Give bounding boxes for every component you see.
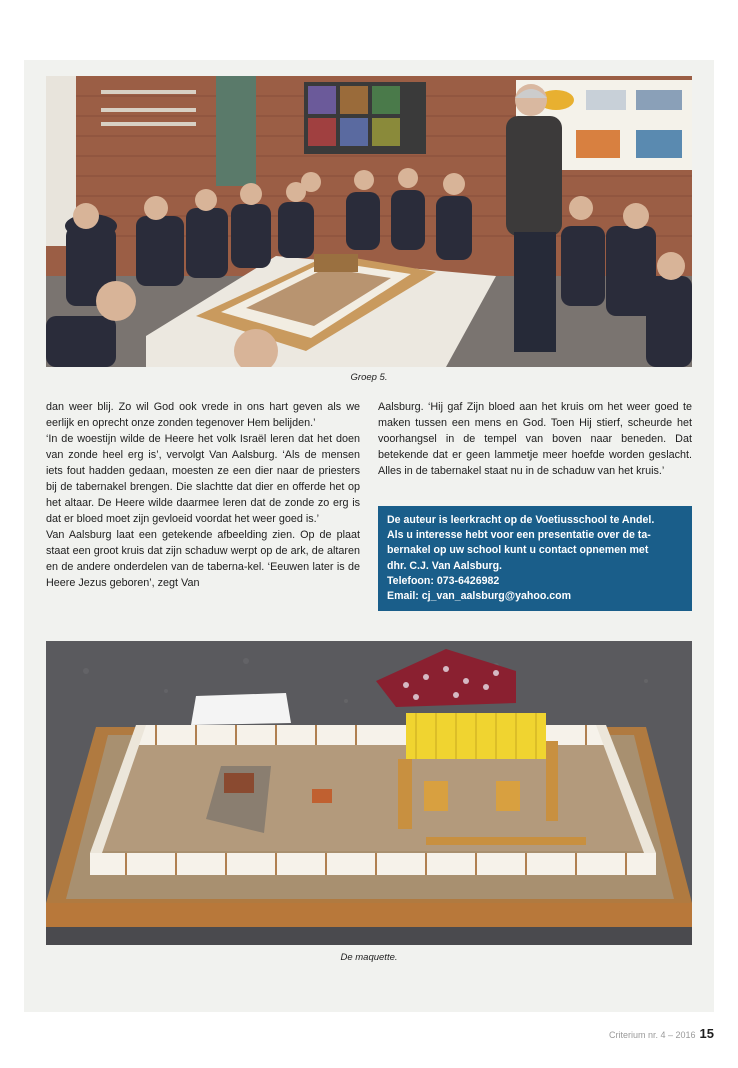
paragraph: Van Aalsburg laat een getekende afbeelding zien. Op de plaat staat een groot kruis dat zijn schaduw werpt op de ark, de altaren en de andere onderdelen van de taberna-kel. ‘Eeuwen later is de Heere Jezus geboren’, zegt Van (46, 529, 360, 589)
info-line: bernakel op uw school kunt u contact opnemen met (387, 544, 649, 557)
class-photo (46, 76, 692, 367)
page-number: 15 (699, 1026, 714, 1041)
photo-caption: Groep 5. (350, 372, 388, 383)
publication-info: Criterium nr. 4 – 2016 (608, 1030, 696, 1040)
paragraph: ‘In de woestijn wilde de Heere het volk Israël leren dat het doen van zonde heel erg is’, vervolgt Van Aalsburg. ‘Als de mensen iets fout hadden gedaan, moesten ze een dier naar de priesters bij de tabernakel brengen. Die slachtte dat dier en offerde het op het altaar. De Heere wilde daarmee leren dat de zonde zo erg is dat er bloed moet zijn gevloeid voordat het weer goed is.’ (46, 433, 360, 525)
info-line: De auteur is leerkracht op de Voetiusschool te Andel. (387, 514, 655, 526)
article-column-right (378, 399, 692, 479)
email-line[interactable]: Email: cj_van_aalsburg@yahoo.com (387, 590, 572, 603)
tabernacle-model-photo (46, 641, 692, 945)
photo-caption: De maquette. (340, 952, 398, 963)
page-footer (609, 1026, 714, 1041)
article-column-left (46, 399, 360, 591)
author-info-box (378, 506, 692, 611)
phone-line: Telefoon: 073-6426982 (387, 574, 500, 587)
paragraph: Aalsburg. ‘Hij gaf Zijn bloed aan het kruis om het weer goed te maken tussen een mens en God. Toen Hij stierf, scheurde het voorhangsel in de tempel van boven naar beneden. Dat betekende dat er geen lammetje meer hoefde worden geslacht. Alles in de tabernakel staat nu in de schaduw van het kruis.’ (378, 401, 692, 477)
info-line: Als u interesse hebt voor een presentatie over de ta- (387, 529, 651, 542)
info-line: dhr. C.J. Van Aalsburg. (387, 559, 502, 572)
paragraph: dan weer blij. Zo wil God ook vrede in ons hart geven als we eerlijk en oprecht onze zonden tegenover Hem belijden.’ (46, 401, 360, 429)
